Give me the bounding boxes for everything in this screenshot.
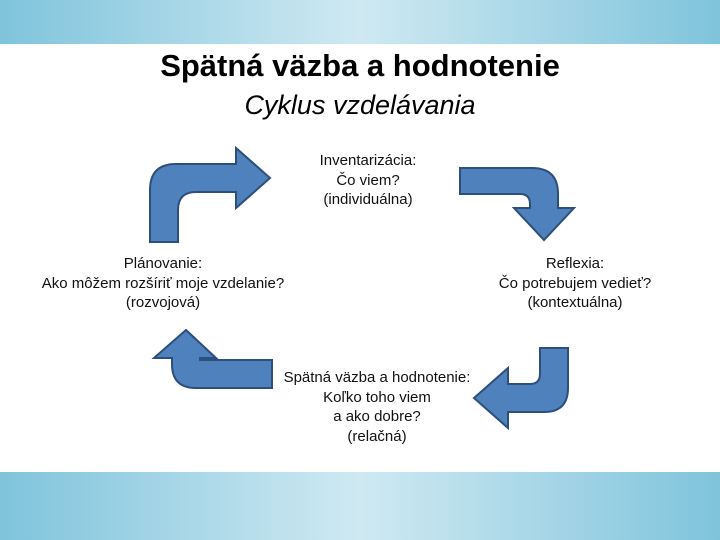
node-reflection-heading: Reflexia: — [545, 255, 605, 272]
node-planning-question: Ako môžem rozšíriť moje vzdelanie? — [41, 274, 285, 292]
node-feedback-type: (relačná) — [347, 427, 407, 445]
node-inventory-question: Čo viem? — [336, 171, 400, 189]
node-feedback-question-1: Koľko toho viem — [323, 388, 431, 406]
bottom-decorative-band — [0, 472, 720, 540]
node-planning-heading: Plánovanie: — [123, 255, 203, 272]
node-inventory — [268, 151, 468, 210]
arrow-top-left — [150, 148, 270, 242]
slide-title: Spätná väzba a hodnotenie — [160, 48, 560, 83]
node-reflection-question: Čo potrebujem vedieť? — [498, 274, 652, 292]
node-feedback-question-2: a ako dobre? — [333, 408, 421, 425]
slide-subtitle: Cyklus vzdelávania — [244, 90, 476, 120]
node-feedback-heading: Spätná väzba a hodnotenie: — [283, 369, 471, 386]
arrow-top-right — [460, 168, 574, 240]
node-planning-type: (rozvojová) — [125, 294, 201, 311]
node-inventory-type: (individuálna) — [323, 191, 413, 208]
node-reflection-type: (kontextuálna) — [527, 294, 623, 311]
node-inventory-heading: Inventarizácia: — [319, 152, 417, 169]
node-planning — [18, 254, 308, 313]
arrow-bottom-left — [154, 330, 272, 388]
node-reflection — [470, 254, 680, 313]
node-feedback — [262, 368, 492, 446]
